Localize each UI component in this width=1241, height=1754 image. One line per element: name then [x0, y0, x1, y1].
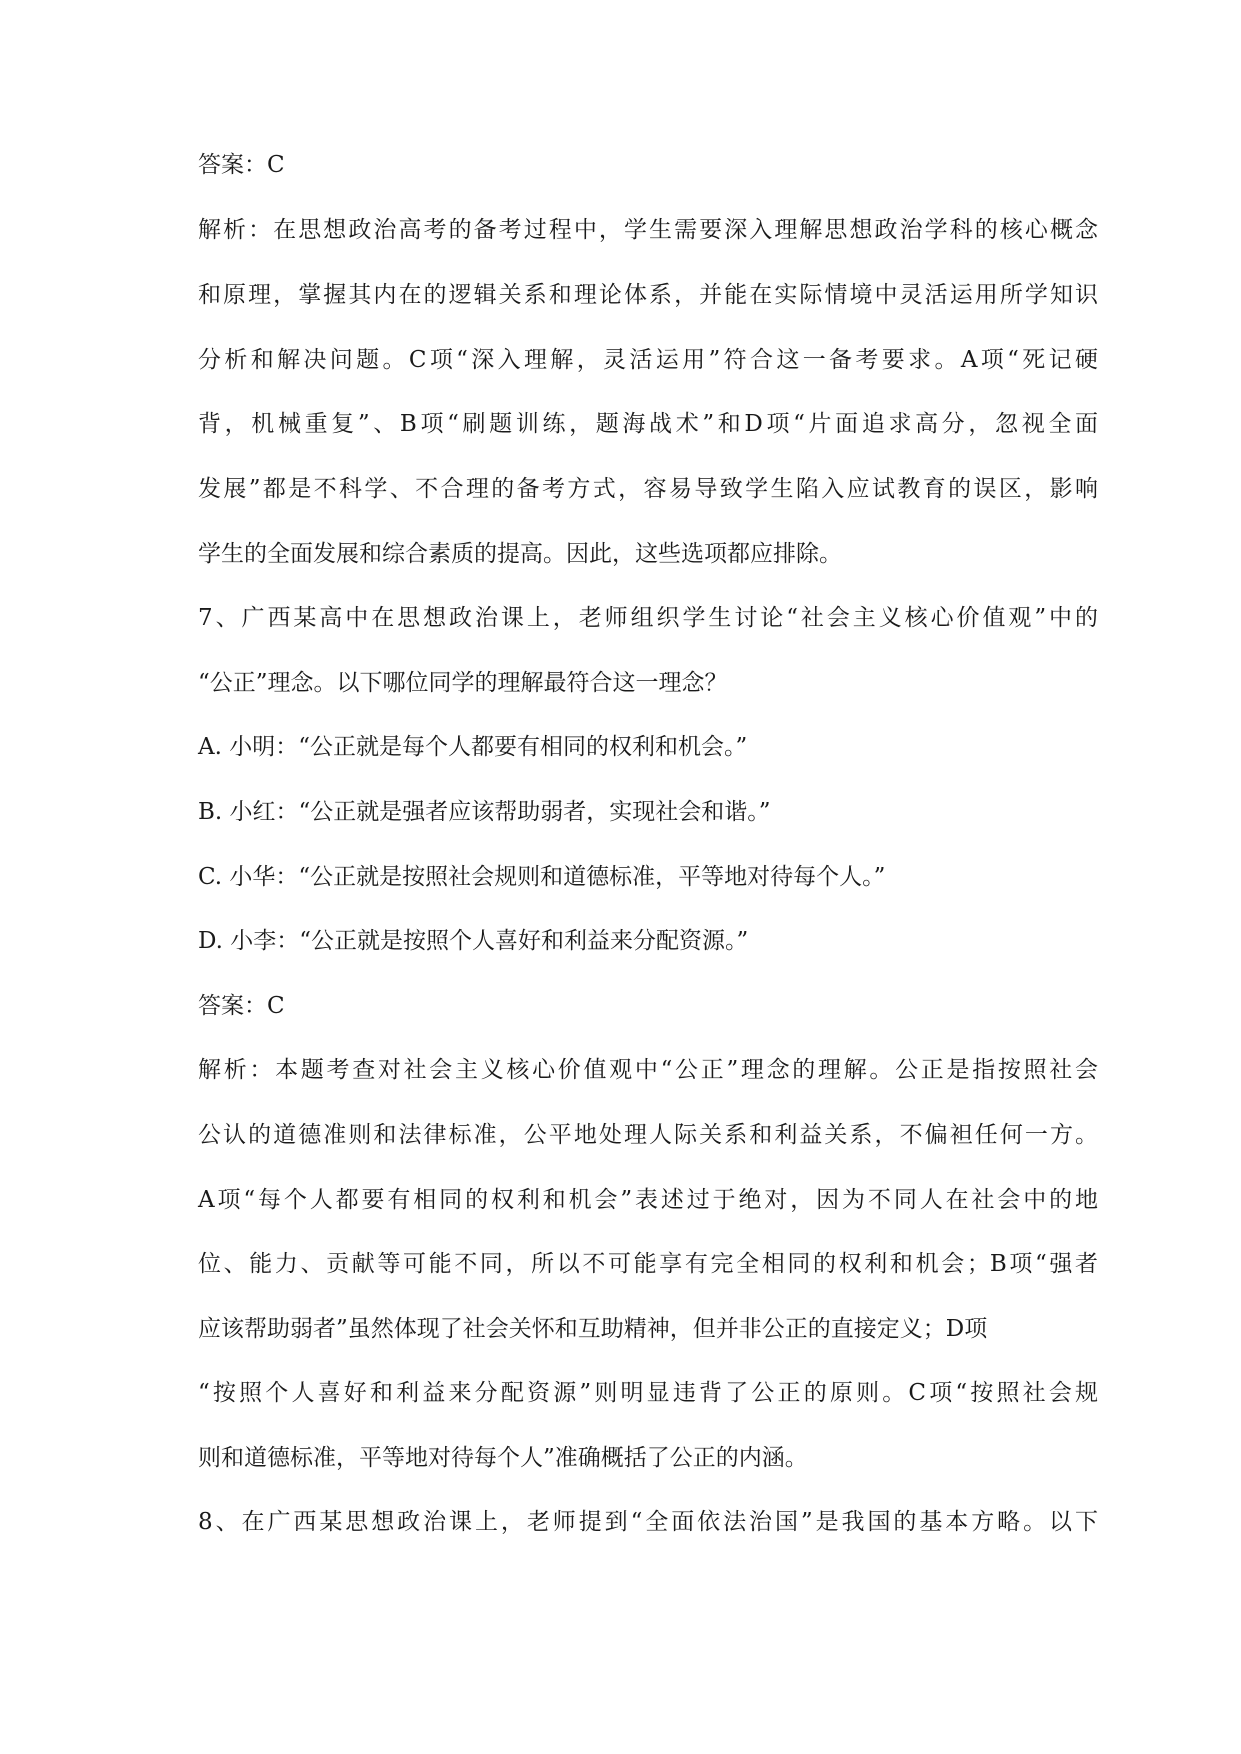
option-c: C. 小华：“公正就是按照社会规则和道德标准，平等地对待每个人。” [198, 864, 886, 890]
analysis-line: 公认的道德准则和法律标准，公平地处理人际关系和利益关系，不偏袒任何一方。 [198, 1122, 1098, 1148]
option-b: B. 小红：“公正就是强者应该帮助弱者，实现社会和谐。” [198, 799, 771, 825]
answer-line: 答案：C [198, 993, 285, 1019]
analysis-line: 解析：在思想政治高考的备考过程中，学生需要深入理解思想政治学科的核心概念 [198, 217, 1098, 243]
analysis-line: 分析和解决问题。C项“深入理解，灵活运用”符合这一备考要求。A项“死记硬 [198, 347, 1098, 373]
option-d: D. 小李：“公正就是按照个人喜好和利益来分配资源。” [198, 928, 749, 954]
option-a: A. 小明：“公正就是每个人都要有相同的权利和机会。” [198, 734, 748, 760]
question-line: “公正”理念。以下哪位同学的理解最符合这一理念？ [198, 670, 728, 696]
analysis-line: 应该帮助弱者”虽然体现了社会关怀和互助精神，但并非公正的直接定义；D项 [198, 1316, 988, 1342]
analysis-line: A项“每个人都要有相同的权利和机会”表述过于绝对，因为不同人在社会中的地 [198, 1187, 1098, 1213]
analysis-line: 位、能力、贡献等可能不同，所以不可能享有完全相同的权利和机会；B项“强者 [198, 1251, 1098, 1277]
analysis-line: 解析：本题考查对社会主义核心价值观中“公正”理念的理解。公正是指按照社会 [198, 1057, 1098, 1083]
question-line: 8、在广西某思想政治课上，老师提到“全面依法治国”是我国的基本方略。以下 [198, 1509, 1098, 1535]
analysis-line: 发展”都是不科学、不合理的备考方式，容易导致学生陷入应试教育的误区，影响 [198, 476, 1098, 502]
question-line: 7、广西某高中在思想政治课上，老师组织学生讨论“社会主义核心价值观”中的 [198, 605, 1098, 631]
answer-line: 答案：C [198, 152, 285, 178]
analysis-line: 学生的全面发展和综合素质的提高。因此，这些选项都应排除。 [198, 541, 842, 567]
analysis-line: 和原理，掌握其内在的逻辑关系和理论体系，并能在实际情境中灵活运用所学知识 [198, 282, 1098, 308]
analysis-line: 背，机械重复”、B项“刷题训练，题海战术”和D项“片面追求高分，忽视全面 [198, 411, 1098, 437]
analysis-line: 则和道德标准，平等地对待每个人”准确概括了公正的内涵。 [198, 1445, 808, 1471]
analysis-line: “按照个人喜好和利益来分配资源”则明显违背了公正的原则。C项“按照社会规 [198, 1380, 1098, 1406]
